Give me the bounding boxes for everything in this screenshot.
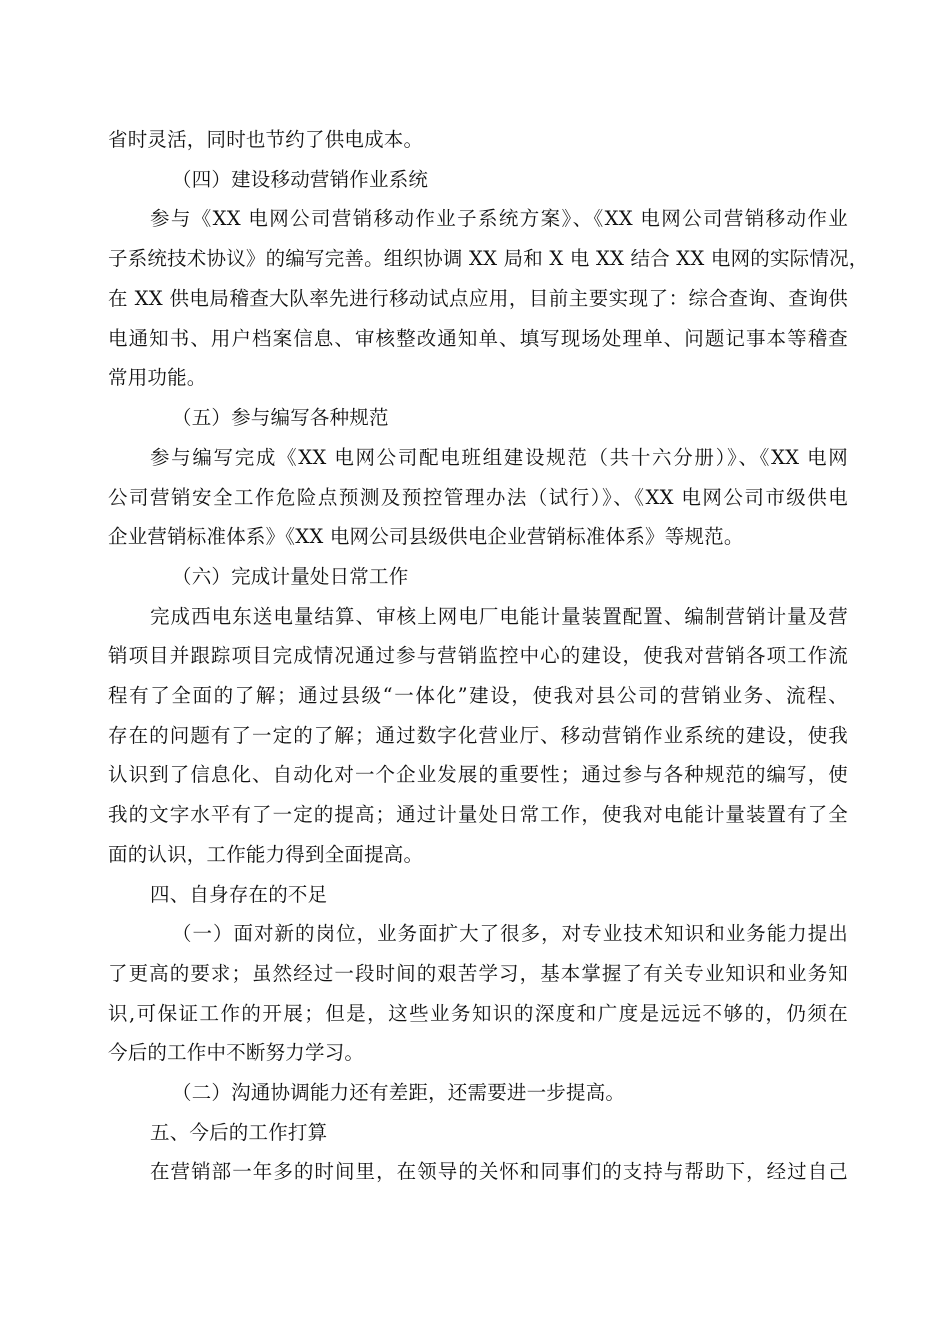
- text-line: 在 XX 供电局稽查大队率先进行移动试点应用，目前主要实现了：综合查询、查询供: [108, 287, 848, 310]
- text-line: 公司营销安全工作危险点预测及预控管理办法（试行）》、《XX 电网公司市级供电: [108, 486, 848, 509]
- section-heading: （二）沟通协调能力还有差距，还需要进一步提高。: [172, 1081, 626, 1104]
- text-line: 认识到了信息化、自动化对一个企业发展的重要性；通过参与各种规范的编写，使: [108, 763, 848, 786]
- text-line: 在营销部一年多的时间里，在领导的关怀和同事们的支持与帮助下，经过自己: [150, 1160, 848, 1183]
- text-line: 省时灵活，同时也节约了供电成本。: [108, 128, 424, 151]
- text-line: （一）面对新的岗位，业务面扩大了很多，对专业技术知识和业务能力提出: [172, 922, 848, 945]
- text-line: 识,可保证工作的开展；但是，这些业务知识的深度和广度是远远不够的，仍须在: [108, 1002, 848, 1025]
- section-heading: （五）参与编写各种规范: [172, 406, 389, 429]
- section-heading: 四、自身存在的不足: [150, 883, 328, 906]
- section-heading: 五、今后的工作打算: [150, 1121, 328, 1144]
- text-line: 企业营销标准体系》《XX 电网公司县级供电企业营销标准体系》等规范。: [108, 525, 744, 548]
- text-line: 电通知书、用户档案信息、审核整改通知单、填写现场处理单、问题记事本等稽查: [108, 327, 848, 350]
- text-line: 我的文字水平有了一定的提高；通过计量处日常工作，使我对电能计量装置有了全: [108, 803, 848, 826]
- text-line: 今后的工作中不断努力学习。: [108, 1041, 365, 1064]
- text-line: 了更高的要求；虽然经过一段时间的艰苦学习，基本掌握了有关专业知识和业务知: [108, 962, 848, 985]
- text-line: 子系统技术协议》的编写完善。组织协调 XX 局和 X 电 XX 结合 XX 电网的实际情况，: [108, 247, 869, 270]
- section-heading: （四）建设移动营销作业系统: [172, 168, 429, 191]
- text-line: 参与《XX 电网公司营销移动作业子系统方案》、《XX 电网公司营销移动作业: [150, 207, 848, 230]
- text-line: 存在的问题有了一定的了解；通过数字化营业厅、移动营销作业系统的建设，使我: [108, 724, 848, 747]
- text-line: 程有了全面的了解；通过县级“一体化”建设，使我对县公司的营销业务、流程、: [108, 684, 848, 707]
- text-line: 完成西电东送电量结算、审核上网电厂电能计量装置配置、编制营销计量及营: [150, 605, 848, 628]
- text-line: 销项目并跟踪项目完成情况通过参与营销监控中心的建设，使我对营销各项工作流: [108, 644, 848, 667]
- text-line: 面的认识，工作能力得到全面提高。: [108, 843, 424, 866]
- section-heading: （六）完成计量处日常工作: [172, 565, 409, 588]
- text-line: 参与编写完成《XX 电网公司配电班组建设规范（共十六分册）》、《XX 电网: [150, 446, 848, 469]
- text-line: 常用功能。: [108, 366, 207, 389]
